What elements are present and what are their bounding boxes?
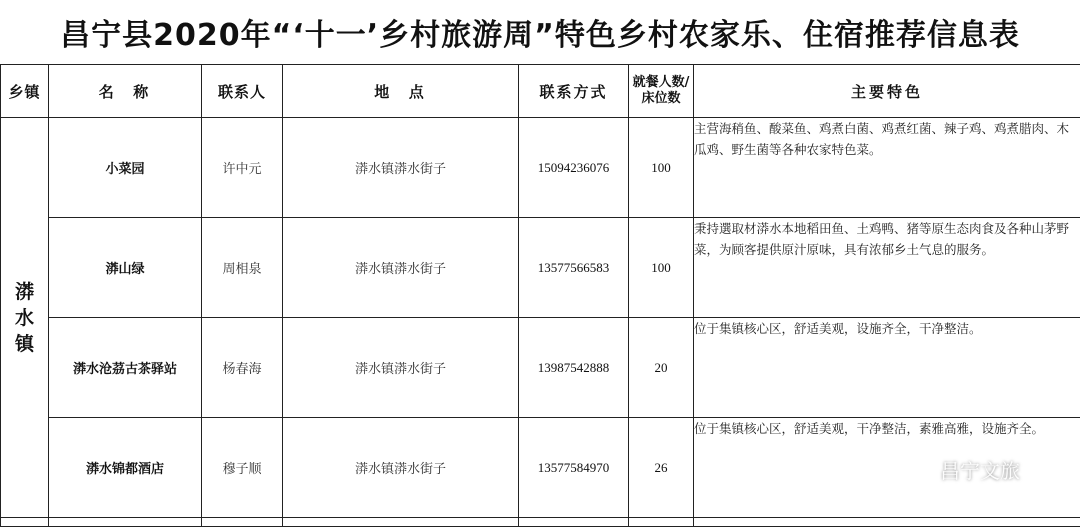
venue-name: 漭山绿: [49, 218, 202, 318]
capacity: 100: [629, 118, 694, 218]
empty-cell: [283, 518, 519, 527]
contact-person: 许中元: [202, 118, 283, 218]
table-row: [1, 318, 1080, 418]
contact-person: 杨春海: [202, 318, 283, 418]
header-features: 主要特色: [694, 65, 1080, 118]
capacity: 100: [629, 218, 694, 318]
contact-person: 周相泉: [202, 218, 283, 318]
location: 漭水镇漭水街子: [283, 418, 519, 518]
venue-name: 漭水沧茘古茶驿站: [49, 318, 202, 418]
watermark-text: 昌宁文旅: [940, 455, 1020, 484]
empty-cell: [1, 518, 49, 527]
header-location: 地 点: [283, 65, 519, 118]
location: 漭水镇漭水街子: [283, 118, 519, 218]
phone-number: 15094236076: [519, 118, 629, 218]
capacity: 20: [629, 318, 694, 418]
header-row: [1, 65, 1080, 118]
wechat-icon: [900, 456, 934, 484]
empty-cell: [49, 518, 202, 527]
features: 主营海稍鱼、酸菜鱼、鸡煮白菌、鸡煮红菌、辣子鸡、鸡煮腊肉、木瓜鸡、野生菌等各种农家特色菜。: [694, 118, 1080, 218]
page-title: 昌宁县2020年“‘十一’乡村旅游周”特色乡村农家乐、住宿推荐信息表: [0, 0, 1080, 64]
empty-cell: [694, 518, 1080, 527]
phone-number: 13577566583: [519, 218, 629, 318]
features: 位于集镇核心区，舒适美观，干净整洁，素雅高雅，设施齐全。: [694, 418, 1080, 518]
phone-number: 13577584970: [519, 418, 629, 518]
header-capacity: 就餐人数/床位数: [629, 65, 694, 118]
contact-person: 穆子顺: [202, 418, 283, 518]
header-town: 乡镇: [1, 65, 49, 118]
table-row: [1, 118, 1080, 218]
header-phone: 联系方式: [519, 65, 629, 118]
header-contact: 联系人: [202, 65, 283, 118]
empty-cell: [629, 518, 694, 527]
features: 位于集镇核心区，舒适美观，设施齐全，干净整洁。: [694, 318, 1080, 418]
town-label: 漭水镇: [15, 279, 35, 357]
features: 秉持選取材漭水本地稻田鱼、土鸡鸭、猪等原生态肉食及各种山茅野菜，为顾客提供原汁原味，具有浓郁乡土气息的服务。: [694, 218, 1080, 318]
empty-cell: [202, 518, 283, 527]
town-cell: [1, 118, 49, 518]
location: 漭水镇漭水街子: [283, 218, 519, 318]
venue-name: 漭水锦都酒店: [49, 418, 202, 518]
empty-cell: [519, 518, 629, 527]
venue-name: 小菜园: [49, 118, 202, 218]
phone-number: 13987542888: [519, 318, 629, 418]
location: 漭水镇漭水街子: [283, 318, 519, 418]
header-name: 名 称: [49, 65, 202, 118]
table-row-partial: [1, 518, 1080, 527]
table-row: [1, 218, 1080, 318]
capacity: 26: [629, 418, 694, 518]
watermark: [900, 455, 1020, 484]
